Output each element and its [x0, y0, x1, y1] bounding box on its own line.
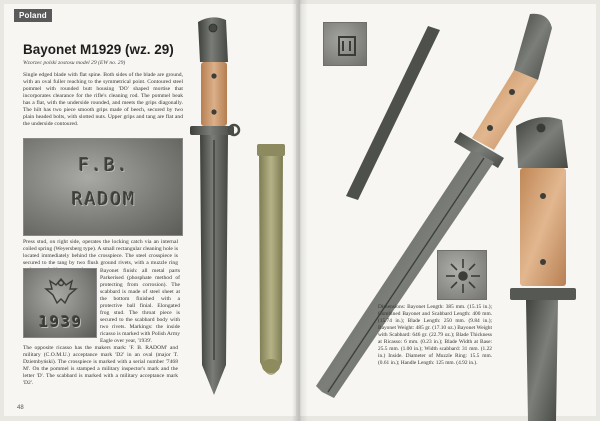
book-gutter — [292, 0, 308, 421]
page-number: 48 — [17, 405, 24, 411]
dimensions-text: Dimensions: Bayonet Length: 385 mm. (15.15 in.); Combined Bayonet and Scabbard Length: 400 mm. (15.74 in.); Blade Length: 250 mm. (9.84 in.); Bayonet Weight: 485 gr. (17.10 oz.) Bayonet Weight with Scabbard: 646 gr. (22.79 oz.); Blade Thickness at Ricasso: 6 mm. (0.23 in.); Blade Width at Base: 25.5 mm. (1.00 in.); Width scabbard: 31 mm. (1.22 in.) Inside. Diameter of Muzzle Ring: 15.5 mm. (0.61 in.); Handle Length: 125 mm. (4.92 in.). — [378, 304, 492, 366]
paragraph-finish: Bayonet finish: all metal parts Parkerised (phosphate method of protecting from corrosion). The scabbard is made of steel sheet at the bottom finished with a protective ball finial. Elongated frog stud. The throat piece is secured to the scabbard body with two rivets. Markings: the inside ricasso is marked with Polish Army Eagle over year, '1939'. — [100, 268, 180, 344]
maker-mark-line-1: F.B. — [78, 155, 130, 176]
year-mark: 1939 — [38, 313, 84, 331]
paragraph-locking: Press stud, on right side, operates the locking catch via an internal coiled spring (Weyersberg type). A small rectangular cleaning hole is located immediately behind the crosspiece. The steel crosspiece is secured to the tang by two flush ground rivets, with a muzzle ring — [23, 239, 178, 266]
page-title: Bayonet M1929 (wz. 29) — [23, 42, 174, 57]
page-subtitle: Wzorzec polski zostosu model 29 (EW no. 29) — [23, 60, 126, 66]
paragraph-markings: The opposite ricasso has the makers mark: 'F. B. RADOM' and military (C.O.M.U.) acceptance mark 'D2' in an oval (major T. Dziembyński). The crosspiece is marked with a serial number '7468 M'. On the pommel is stamped a military inspector's mark and the letter 'D'. The scabbard is marked with a military acceptance mark 'D2'. — [23, 345, 178, 386]
paragraph-description: Single edged blade with flat spine. Both sides of the blade are ground, with an oval fuller reaching to the symmetrical point. Contoured steel pommel with rounded butt housing 'DO' shaped mortise that incorporates clearance for the rifle's cleaning rod. The pommel beak has a flat, with the underside rounded, and meets the grips diagonally. The hilt has two piece smooth grips made of beech, secured by two plain headed bolts, with slotted nuts. Upper grips and tang are flat and the underside contoured. — [23, 72, 183, 127]
maker-mark-line-2: RADOM — [71, 189, 137, 210]
section-tab: Poland — [14, 9, 52, 22]
